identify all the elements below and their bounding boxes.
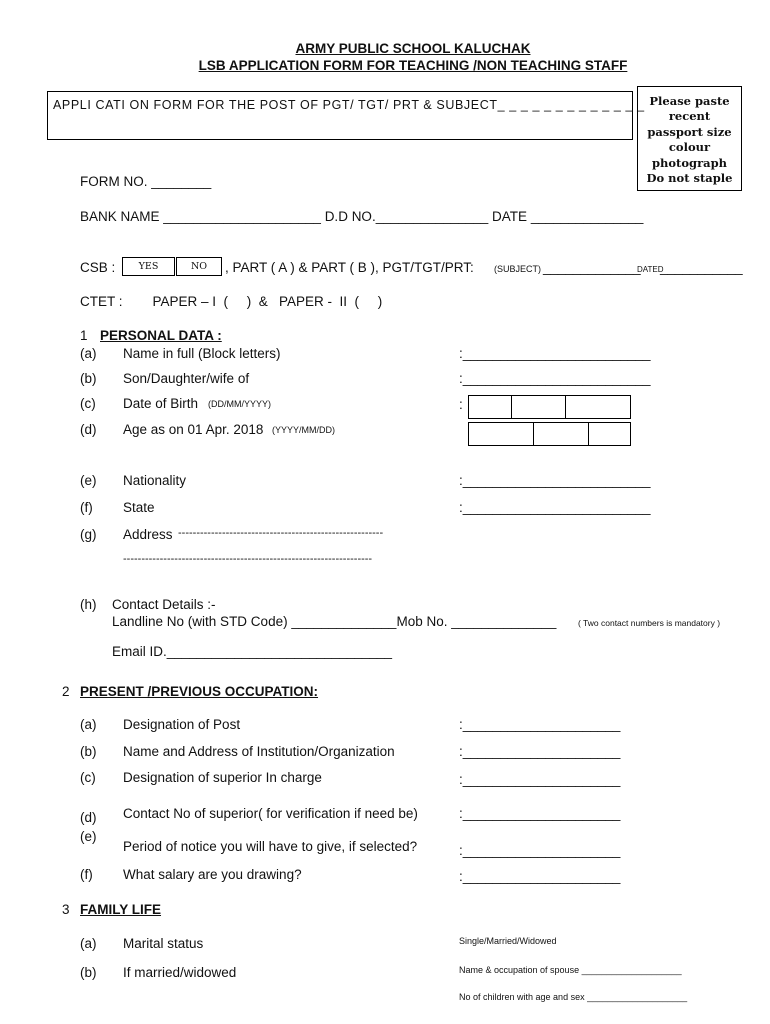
csb-no-box[interactable]: NO [176,257,222,276]
relation-label: Son/Daughter/wife of [123,371,250,386]
address-label: Address [123,527,173,542]
designation-label: Designation of Post [123,717,241,732]
item-key: (d) [80,810,97,825]
item-key: (b) [80,965,97,980]
salary-label: What salary are you drawing? [123,867,302,882]
section-number: 1 [80,328,88,343]
contact-note: ( Two contact numbers is mandatory ) [578,618,721,628]
subject-blank[interactable]: _____________ [543,260,641,275]
photo-box [637,86,742,191]
children-field[interactable]: No of children with age and sex ____________________ [459,992,688,1002]
marital-status-label: Marital status [123,936,204,951]
name-label: Name in full (Block letters) [123,346,281,361]
address-line-2[interactable]: -------------------------------------------------------------------- [123,553,373,565]
form-no-field[interactable]: FORM NO. ________ [80,174,212,189]
superior-field[interactable]: :_____________________ [459,772,621,787]
form-title: LSB APPLICATION FORM FOR TEACHING /NON TEACHING STAFF [198,58,628,73]
relation-field[interactable]: :_________________________ [459,371,651,386]
dob-day-cell[interactable] [468,395,512,419]
csb-part-text: , PART ( A ) & PART ( B ), PGT/TGT/PRT: [225,260,474,275]
item-key: (d) [80,422,97,437]
salary-field[interactable]: :_____________________ [459,869,621,884]
bank-details-line[interactable]: BANK NAME _____________________ D.D NO._______________ DATE _______________ [80,209,644,224]
state-label: State [123,500,155,515]
married-label: If married/widowed [123,965,237,980]
item-key: (c) [80,770,96,785]
item-key: (f) [80,867,93,882]
contact-label: Contact Details :- [112,597,216,612]
photo-note-line: photograph [651,155,727,170]
notice-period-label: Period of notice you will have to give, if selected? [123,839,418,854]
application-post-box [47,91,645,140]
item-key: (e) [80,473,97,488]
dob-format-note: (DD/MM/YYYY) [208,399,271,409]
item-key: (e) [80,829,97,844]
section-heading-family: FAMILY LIFE [80,902,162,917]
dob-year-cell[interactable] [565,395,631,419]
section-heading-personal: PERSONAL DATA : [100,328,222,343]
name-field[interactable]: :_________________________ [459,346,651,361]
photo-note-line: recent [668,109,711,124]
dob-label: Date of Birth [123,396,199,411]
designation-field[interactable]: :_____________________ [459,717,621,732]
superior-contact-label: Contact No of superior( for verification if need be) [123,806,418,821]
landline-mobile-field[interactable]: Landline No (with STD Code) ______________Mob No. ______________ [112,614,557,629]
csb-label: CSB : [80,260,116,275]
photo-note-line: Please paste [649,94,730,108]
item-key: (b) [80,744,97,759]
section-number: 2 [62,684,70,699]
item-key: (a) [80,346,97,361]
dob-month-cell[interactable] [511,395,566,419]
photo-note-line: passport size [647,124,732,139]
item-key: (c) [80,396,96,411]
dated-label: DATED [637,265,664,274]
dob-colon: : [459,397,463,412]
item-key: (f) [80,500,93,515]
nationality-field[interactable]: :_________________________ [459,473,651,488]
state-field[interactable]: :_________________________ [459,500,651,515]
photo-note-line: colour [668,140,711,155]
item-key: (a) [80,717,97,732]
institution-field[interactable]: :_____________________ [459,744,621,759]
institution-label: Name and Address of Institution/Organization [123,744,395,759]
csb-yes-box[interactable]: YES [122,257,175,276]
age-months-cell[interactable] [533,422,589,446]
age-years-cell[interactable] [468,422,534,446]
application-post-title: APPLI CATI ON FORM FOR THE POST OF PGT/ TGT/ PRT & SUBJECT_ _ _ _ _ _ _ _ _ _ _ _ _ [53,98,645,112]
age-days-cell[interactable] [588,422,631,446]
item-key: (a) [80,936,97,951]
email-field[interactable]: Email ID.______________________________ [112,644,392,659]
item-key: (b) [80,371,97,386]
marital-status-options[interactable]: Single/Married/Widowed [459,936,557,946]
section-heading-occupation: PRESENT /PREVIOUS OCCUPATION: [80,684,319,699]
section-number: 3 [62,902,70,917]
photo-note-line: Do not staple [646,171,733,186]
address-line-1[interactable]: -------------------------------------------------------- [178,527,384,539]
spouse-field[interactable]: Name & occupation of spouse ____________________ [459,965,682,975]
superior-contact-field[interactable]: :_____________________ [459,806,621,821]
subject-label: (SUBJECT) [494,264,541,274]
notice-period-field[interactable]: :_____________________ [459,843,621,858]
ctet-line[interactable]: CTET : PAPER – I ( ) & PAPER - II ( ) [80,294,383,309]
age-format-note: (YYYY/MM/DD) [272,425,335,435]
superior-label: Designation of superior In charge [123,770,322,785]
item-key: (g) [80,527,97,542]
age-label: Age as on 01 Apr. 2018 [123,422,264,437]
item-key: (h) [80,597,97,612]
school-name: ARMY PUBLIC SCHOOL KALUCHAK [295,41,531,56]
nationality-label: Nationality [123,473,187,488]
dated-blank[interactable]: ___________ [660,260,743,275]
